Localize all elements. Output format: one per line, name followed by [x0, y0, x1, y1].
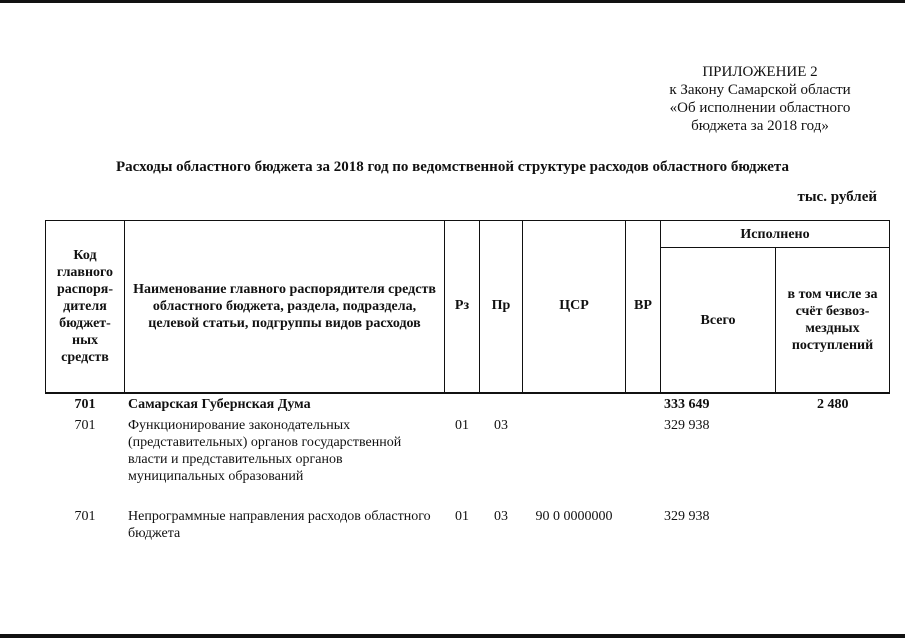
- cell-free: 2 480: [776, 393, 890, 415]
- cell-rz: 01: [455, 418, 469, 433]
- cell-pr: 03: [494, 418, 508, 433]
- cell-vr: [626, 487, 661, 544]
- cell-name: Функционирование законодательных (представительных) органов государственной власти и представительных органов муниципальных образований: [128, 418, 402, 484]
- cell-rz: 01: [455, 509, 469, 524]
- cell-code: 701: [74, 509, 96, 524]
- header-rz: Рз: [445, 221, 480, 394]
- top-border-line: [0, 0, 905, 3]
- table-row: [46, 393, 890, 415]
- cell-total: 333 649: [661, 393, 776, 415]
- header-vr: ВР: [626, 221, 661, 394]
- cell-total: 329 938: [664, 509, 710, 524]
- header-name: Наименование главного распорядителя средств областного бюджета, раздела, подраздела, целевой статьи, подгруппы видов расходов: [125, 221, 445, 394]
- table-row: [46, 415, 890, 487]
- table-row: [46, 487, 890, 544]
- cell-name: Непрограммные направления расходов областного бюджета: [128, 509, 431, 541]
- budget-table: [45, 220, 890, 544]
- units-label: тыс. рублей: [797, 189, 877, 205]
- header-total: Всего: [661, 248, 776, 394]
- appendix-block: [620, 63, 900, 135]
- cell-csr: [523, 393, 626, 415]
- cell-code: 701: [74, 418, 96, 433]
- header-pr: Пр: [480, 221, 523, 394]
- document-title: Расходы областного бюджета за 2018 год по ведомственной структуре расходов областного бюджета: [116, 159, 789, 175]
- cell-free: [776, 487, 890, 544]
- header-free-receipts: в том числе за счёт безвоз-мездных поступлений: [776, 248, 890, 394]
- cell-free: [776, 415, 890, 487]
- header-code: Код главного распоря-дителя бюджет-ных средств: [46, 221, 125, 394]
- cell-vr: [626, 415, 661, 487]
- appendix-line-2: к Закону Самарской области: [669, 82, 851, 98]
- cell-pr: 03: [494, 509, 508, 524]
- header-csr: ЦСР: [523, 221, 626, 394]
- cell-vr: [626, 393, 661, 415]
- cell-code: 701: [46, 393, 125, 415]
- cell-name: Самарская Губернская Дума: [125, 393, 445, 415]
- bottom-border-line: [0, 634, 905, 638]
- cell-pr: [480, 393, 523, 415]
- cell-total: 329 938: [664, 418, 710, 433]
- cell-rz: [445, 393, 480, 415]
- appendix-line-3: «Об исполнении областного: [669, 100, 851, 116]
- appendix-line-4: бюджета за 2018 год»: [691, 118, 829, 134]
- cell-csr: [523, 415, 626, 487]
- cell-csr: 90 0 0000000: [535, 509, 613, 524]
- appendix-line-1: ПРИЛОЖЕНИЕ 2: [702, 64, 818, 80]
- header-executed: Исполнено: [661, 221, 890, 248]
